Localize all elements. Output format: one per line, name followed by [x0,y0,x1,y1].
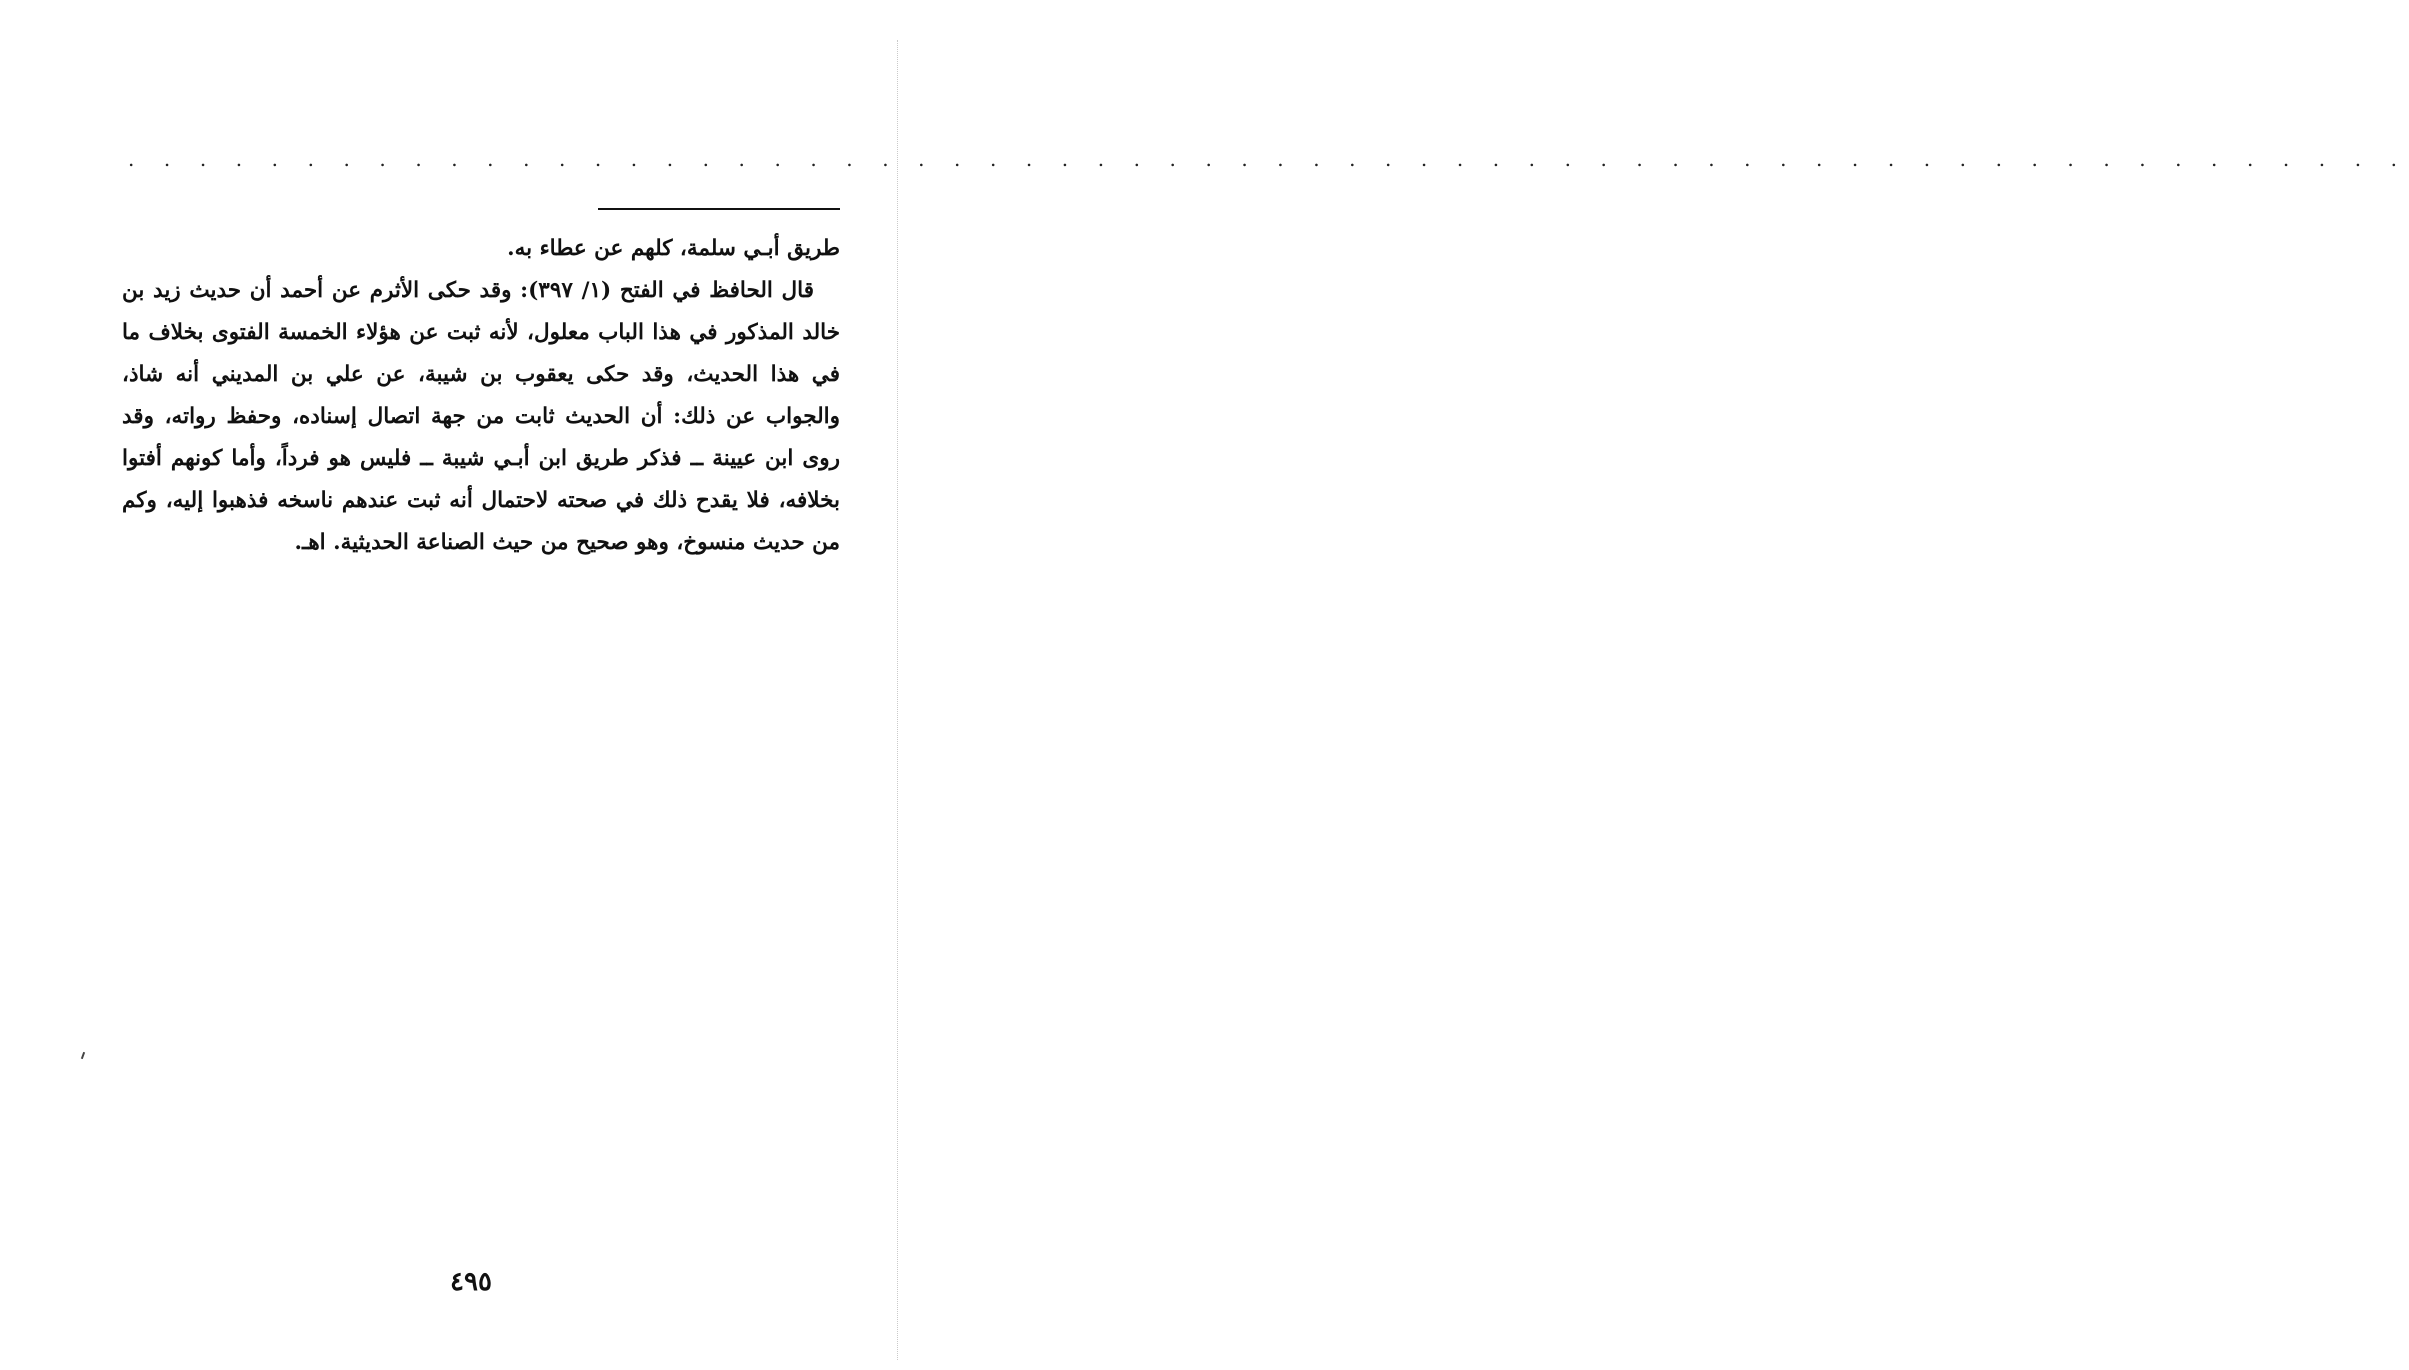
stray-scan-mark [81,1052,85,1059]
scan-edge-line [897,40,898,1360]
paragraph-line-7: من حديث منسوخ، وهو صحيح من حيث الصناعة الحديثية. اهـ. [294,530,840,555]
footnote-rule [598,208,840,210]
paragraph-line-3: في هذا الحديث، وقد حكى يعقوب بن شيبة، عن علي بن المديني أنه شاذ، [122,362,840,387]
paragraph-line-4: والجواب عن ذلك: أن الحديث ثابت من جهة اتصال إسناده، وحفظ رواته، وقد [122,404,840,429]
footnote-text [122,228,840,564]
paragraph-line-2: خالد المذكور في هذا الباب معلول، لأنه ثبت عن هؤلاء الخمسة الفتوى بخلاف ما [122,320,840,345]
paragraph-line-5: روى ابن عيينة ــ فذكر طريق ابن أبـي شيبة ــ فليس هو فرداً، وأما كونهم أفتوا [122,446,840,471]
dotted-separator: . . . . . . . . . . . . . . . . . . . . . . . . . . . . . . . . . . . . . . . . . . . . . . . . . . . . . . . . . . . . . . . . [128,147,2409,171]
footnote-continuation-line: طريق أبـي سلمة، كلهم عن عطاء به. [507,236,840,261]
paragraph-line-6: بخلافه، فلا يقدح ذلك في صحته لاحتمال أنه ثبت عندهم ناسخه فذهبوا إليه، وكم [122,488,840,513]
paragraph-line-1: قال الحافظ في الفتح (١/ ٣٩٧): وقد حكى الأثرم عن أحمد أن حديث زيد بن [122,278,814,303]
page-number: ٤٩٥ [450,1267,492,1297]
